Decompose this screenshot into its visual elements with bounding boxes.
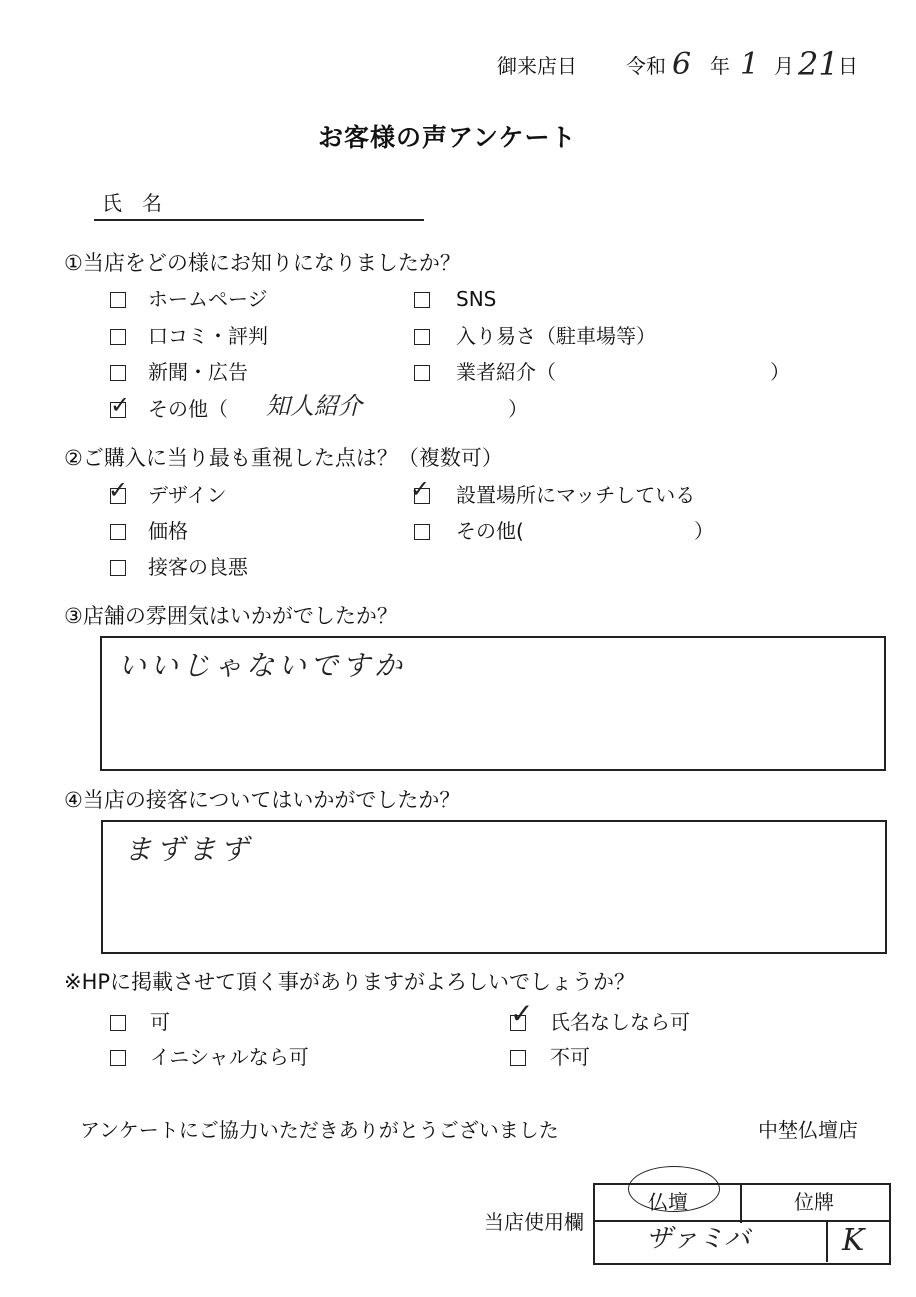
name-label: 氏 名 — [102, 191, 162, 215]
survey-title: お客様の声アンケート — [318, 123, 577, 152]
era-label: 令和 — [626, 54, 666, 78]
office-mark-handwritten: K — [842, 1223, 865, 1258]
q2-price-label: 価格 — [148, 519, 188, 543]
office-col-ihai: 位牌 — [794, 1190, 834, 1214]
q2-placement-check-mark-icon: ✓ — [410, 475, 431, 503]
hp-anonymous-check-mark-icon: ✓ — [510, 997, 534, 1030]
office-use-col-divider — [740, 1183, 742, 1223]
q2-price-checkbox[interactable] — [110, 524, 126, 540]
q1-other-close: ） — [508, 397, 528, 421]
q3-question: ③店舗の雰囲気はいかがでしたか？ — [64, 604, 398, 628]
hp-ok-label: 可 — [150, 1010, 170, 1034]
q1-other-label: その他（ — [148, 397, 228, 421]
q1-newspaper-checkbox[interactable] — [110, 365, 126, 381]
staff-handwritten: ザァミバ — [646, 1224, 751, 1254]
q1-access-checkbox[interactable] — [414, 329, 430, 345]
q1-question: ①当店をどの様にお知りになりましたか？ — [64, 251, 461, 275]
hp-ok-checkbox[interactable] — [110, 1015, 126, 1031]
day-value: 21 — [798, 45, 839, 83]
hp-no-checkbox[interactable] — [510, 1050, 526, 1066]
q1-homepage-label: ホームページ — [148, 287, 268, 311]
q1-referral-checkbox[interactable] — [414, 365, 430, 381]
q4-answer: まずまず — [124, 833, 253, 866]
q1-other-check-mark-icon: ✓ — [110, 391, 131, 419]
shop-name: 中埜仏壇店 — [758, 1118, 858, 1142]
q1-sns-label: SNS — [456, 287, 497, 311]
q1-access-label: 入り易さ（駐車場等） — [456, 324, 656, 348]
q1-sns-checkbox[interactable] — [414, 292, 430, 308]
office-use-mark-divider — [826, 1220, 828, 1262]
q1-word-of-mouth-checkbox[interactable] — [110, 329, 126, 345]
q1-word-of-mouth-label: 口コミ・評判 — [148, 324, 268, 348]
q1-homepage-checkbox[interactable] — [110, 292, 126, 308]
month-unit: 月 — [774, 54, 794, 78]
q2-question: ②ご購入に当り最も重視した点は？（複数可） — [64, 446, 503, 470]
q2-other-checkbox[interactable] — [414, 524, 430, 540]
hp-initials-checkbox[interactable] — [110, 1050, 126, 1066]
q1-referral-close: ） — [770, 360, 790, 384]
q2-service-label: 接客の良悪 — [148, 555, 248, 579]
hp-question: ※HPに掲載させて頂く事がありますがよろしいでしょうか？ — [64, 970, 636, 994]
q2-other-close: ） — [694, 519, 714, 543]
q2-design-label: デザイン — [148, 483, 227, 507]
q1-other-answer[interactable]: 知人紹介 — [266, 392, 362, 420]
month-value: 1 — [740, 47, 760, 82]
q2-other-label: その他( — [456, 519, 524, 543]
visit-date-label: 御来店日 — [497, 54, 577, 78]
hp-anonymous-label: 氏名なしなら可 — [550, 1010, 690, 1034]
name-input-line[interactable] — [94, 219, 424, 221]
q2-service-checkbox[interactable] — [110, 560, 126, 576]
q1-referral-label: 業者紹介（ — [456, 360, 556, 384]
office-col-butsudan: 仏壇 — [648, 1190, 688, 1214]
office-use-label: 当店使用欄 — [484, 1210, 584, 1234]
year-value: 6 — [672, 47, 692, 82]
thanks-message: アンケートにご協力いただきありがとうございました — [80, 1118, 559, 1142]
q1-newspaper-label: 新聞・広告 — [148, 360, 248, 384]
q2-design-check-mark-icon: ✓ — [108, 476, 129, 504]
q2-placement-label: 設置場所にマッチしている — [456, 483, 696, 507]
hp-initials-label: イニシャルなら可 — [150, 1045, 309, 1069]
day-unit: 日 — [838, 54, 858, 78]
year-unit: 年 — [710, 54, 730, 78]
q3-answer: いいじゃないですか — [118, 649, 407, 682]
hp-no-label: 不可 — [550, 1045, 590, 1069]
q4-question: ④当店の接客についてはいかがでしたか？ — [64, 788, 461, 812]
